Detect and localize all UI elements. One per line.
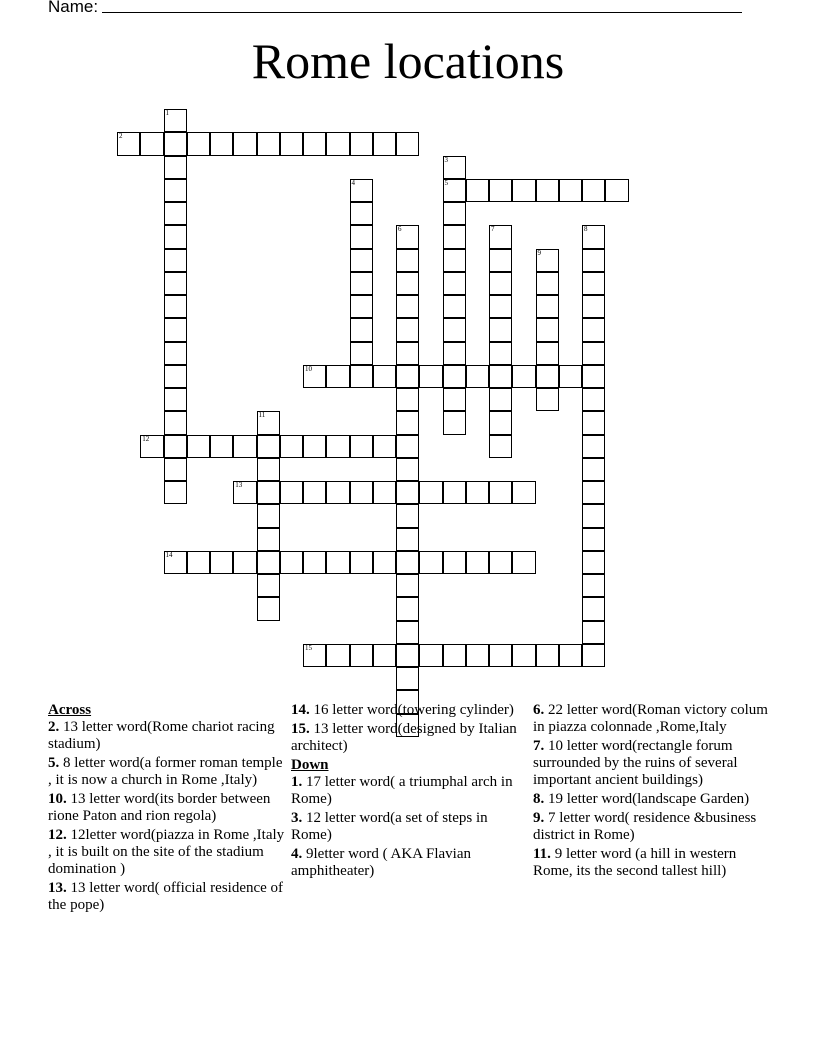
crossword-cell[interactable] (396, 435, 419, 458)
clue-number: 1. (291, 774, 303, 790)
crossword-cell[interactable] (582, 528, 605, 551)
crossword-cell[interactable] (373, 365, 396, 388)
crossword-cell[interactable] (582, 365, 605, 388)
crossword-cell[interactable] (303, 481, 326, 504)
crossword-cell[interactable] (303, 644, 326, 667)
crossword-cell[interactable] (164, 411, 187, 434)
crossword-cell[interactable] (326, 481, 349, 504)
clue-number: 13. (48, 880, 67, 896)
crossword-cell[interactable] (164, 272, 187, 295)
crossword-cell[interactable] (140, 435, 163, 458)
crossword-cell[interactable] (443, 388, 466, 411)
crossword-cell[interactable] (443, 342, 466, 365)
crossword-cell[interactable] (582, 411, 605, 434)
crossword-cell[interactable] (559, 644, 582, 667)
cell-number: 11 (258, 411, 266, 420)
crossword-cell[interactable] (536, 249, 559, 272)
crossword-cell[interactable] (373, 132, 396, 155)
clue-number: 15. (291, 721, 310, 737)
crossword-cell[interactable] (257, 481, 280, 504)
crossword-cell[interactable] (512, 481, 535, 504)
crossword-cell[interactable] (164, 458, 187, 481)
crossword-cell[interactable] (164, 481, 187, 504)
crossword-cell[interactable] (489, 295, 512, 318)
crossword-cell[interactable] (559, 365, 582, 388)
crossword-cell[interactable] (164, 318, 187, 341)
crossword-cell[interactable] (443, 365, 466, 388)
crossword-cell[interactable] (536, 295, 559, 318)
crossword-cell[interactable] (419, 365, 442, 388)
crossword-cell[interactable] (443, 156, 466, 179)
clue-across-2 (48, 719, 288, 753)
crossword-cell[interactable] (350, 179, 373, 202)
crossword-cell[interactable] (350, 249, 373, 272)
crossword-cell[interactable] (443, 202, 466, 225)
clue-down-4 (291, 846, 531, 880)
name-label: Name: (48, 0, 99, 16)
crossword-cell[interactable] (257, 132, 280, 155)
crossword-cell[interactable] (443, 179, 466, 202)
crossword-cell[interactable] (582, 179, 605, 202)
crossword-cell[interactable] (396, 504, 419, 527)
crossword-cell[interactable] (443, 249, 466, 272)
crossword-cell[interactable] (443, 225, 466, 248)
crossword-cell[interactable] (396, 551, 419, 574)
crossword-cell[interactable] (536, 318, 559, 341)
crossword-cell[interactable] (164, 156, 187, 179)
crossword-cell[interactable] (396, 597, 419, 620)
crossword-cell[interactable] (536, 388, 559, 411)
crossword-cell[interactable] (257, 551, 280, 574)
crossword-cell[interactable] (373, 644, 396, 667)
crossword-cell[interactable] (466, 481, 489, 504)
crossword-cell[interactable] (326, 365, 349, 388)
crossword-cell[interactable] (373, 481, 396, 504)
down-heading: Down (291, 757, 329, 773)
clue-text: 22 letter word(Roman victory colum in piazza colonnade ,Rome,Italy (533, 702, 768, 735)
crossword-cell[interactable] (280, 481, 303, 504)
crossword-cell[interactable] (443, 295, 466, 318)
crossword-cell[interactable] (396, 342, 419, 365)
crossword-cell[interactable] (396, 644, 419, 667)
crossword-cell[interactable] (257, 528, 280, 551)
clue-down-9 (533, 810, 773, 844)
crossword-cell[interactable] (582, 388, 605, 411)
clue-text: 13 letter word(its border between rione Paton and rion regola) (48, 791, 271, 824)
crossword-cell[interactable] (257, 411, 280, 434)
crossword-cell[interactable] (396, 272, 419, 295)
cell-number: 12 (142, 434, 150, 443)
crossword-cell[interactable] (350, 435, 373, 458)
clue-text: 7 letter word( residence &business district in Rome) (533, 810, 757, 843)
cell-number: 15 (305, 643, 312, 652)
crossword-cell[interactable] (187, 132, 210, 155)
clue-down-11 (533, 846, 773, 880)
clue-down-1 (291, 774, 531, 808)
clue-number: 12. (48, 827, 67, 843)
crossword-cell[interactable] (582, 551, 605, 574)
crossword-cell[interactable] (303, 435, 326, 458)
crossword-cell[interactable] (350, 644, 373, 667)
crossword-cell[interactable] (582, 574, 605, 597)
clue-text: 13 letter word( official residence of the pope) (48, 880, 284, 913)
crossword-cell[interactable] (350, 365, 373, 388)
cell-number: 7 (491, 225, 495, 234)
crossword-cell[interactable] (466, 179, 489, 202)
crossword-cell[interactable] (350, 342, 373, 365)
clue-across-13 (48, 880, 288, 914)
clue-down-6 (533, 702, 773, 736)
clue-across-5 (48, 755, 288, 789)
clue-number: 11. (533, 846, 551, 862)
crossword-cell[interactable] (326, 132, 349, 155)
crossword-cell[interactable] (373, 551, 396, 574)
crossword-cell[interactable] (489, 435, 512, 458)
crossword-cell[interactable] (536, 644, 559, 667)
crossword-cell[interactable] (396, 528, 419, 551)
clue-number: 10. (48, 791, 67, 807)
clue-text: 10 letter word(rectangle forum surrounded by the ruins of several important ancient buildings) (533, 738, 738, 788)
crossword-cell[interactable] (582, 295, 605, 318)
crossword-cell[interactable] (396, 411, 419, 434)
crossword-cell[interactable] (536, 179, 559, 202)
crossword-cell[interactable] (512, 179, 535, 202)
crossword-cell[interactable] (489, 225, 512, 248)
cell-number: 13 (235, 481, 243, 489)
crossword-cell[interactable] (280, 435, 303, 458)
crossword-cell[interactable] (164, 179, 187, 202)
crossword-cell[interactable] (582, 621, 605, 644)
crossword-cell[interactable] (164, 388, 187, 411)
clue-column-2 (291, 702, 531, 882)
clue-number: 14. (291, 702, 310, 718)
crossword-cell[interactable] (396, 249, 419, 272)
clue-number: 2. (48, 719, 60, 735)
crossword-cell[interactable] (187, 551, 210, 574)
clue-number: 4. (291, 846, 303, 862)
crossword-cell[interactable] (350, 481, 373, 504)
across-heading: Across (48, 702, 92, 718)
crossword-cell[interactable] (164, 551, 187, 574)
crossword-cell[interactable] (164, 249, 187, 272)
crossword-cell[interactable] (396, 225, 419, 248)
crossword-cell[interactable] (419, 644, 442, 667)
crossword-cell[interactable] (466, 551, 489, 574)
crossword-cell[interactable] (350, 318, 373, 341)
crossword-cell[interactable] (326, 644, 349, 667)
clue-number: 7. (533, 738, 545, 754)
crossword-cell[interactable] (140, 132, 163, 155)
clue-number: 6. (533, 702, 545, 718)
clue-number: 3. (291, 810, 303, 826)
crossword-cell[interactable] (303, 365, 326, 388)
clue-across-10 (48, 791, 288, 825)
clue-down-8 (533, 791, 773, 808)
crossword-cell[interactable] (489, 481, 512, 504)
crossword-cell[interactable] (489, 365, 512, 388)
crossword-cell[interactable] (210, 551, 233, 574)
crossword-cell[interactable] (350, 202, 373, 225)
cell-number: 3 (444, 155, 448, 164)
crossword-cell[interactable] (164, 295, 187, 318)
crossword-cell[interactable] (396, 458, 419, 481)
clue-column-1 (48, 702, 288, 916)
crossword-cell[interactable] (443, 644, 466, 667)
crossword-cell[interactable] (233, 481, 256, 504)
clue-text: 12 letter word(a set of steps in Rome) (291, 810, 488, 843)
crossword-cell[interactable] (396, 318, 419, 341)
crossword-cell[interactable] (512, 551, 535, 574)
crossword-cell[interactable] (233, 435, 256, 458)
cell-number: 9 (537, 248, 541, 257)
crossword-cell[interactable] (280, 132, 303, 155)
crossword-cell[interactable] (350, 272, 373, 295)
crossword-cell[interactable] (326, 435, 349, 458)
crossword-cell[interactable] (257, 597, 280, 620)
crossword-cell[interactable] (164, 132, 187, 155)
crossword-cell[interactable] (187, 435, 210, 458)
crossword-cell[interactable] (489, 272, 512, 295)
crossword-cell[interactable] (443, 481, 466, 504)
cell-number: 2 (119, 132, 123, 141)
crossword-cell[interactable] (605, 179, 628, 202)
clue-text: 19 letter word(landscape Garden) (548, 791, 750, 807)
crossword-cell[interactable] (350, 551, 373, 574)
crossword-cell[interactable] (489, 342, 512, 365)
crossword-cell[interactable] (582, 225, 605, 248)
crossword-cell[interactable] (396, 621, 419, 644)
crossword-cell[interactable] (512, 365, 535, 388)
crossword-cell[interactable] (396, 132, 419, 155)
crossword-cell[interactable] (582, 644, 605, 667)
clue-text: 9 letter word (a hill in western Rome, its the second tallest hill) (533, 846, 737, 879)
crossword-cell[interactable] (210, 132, 233, 155)
clue-across-14 (291, 702, 531, 719)
clue-number: 8. (533, 791, 545, 807)
crossword-cell[interactable] (396, 574, 419, 597)
crossword-cell[interactable] (536, 342, 559, 365)
clue-text: 13 letter word(designed by Italian architect) (291, 721, 517, 754)
crossword-cell[interactable] (396, 295, 419, 318)
crossword-cell[interactable] (443, 411, 466, 434)
crossword-cell[interactable] (443, 272, 466, 295)
crossword-cell[interactable] (582, 458, 605, 481)
clue-across-12 (48, 827, 288, 878)
crossword-cell[interactable] (164, 365, 187, 388)
crossword-cell[interactable] (582, 435, 605, 458)
crossword-cell[interactable] (466, 365, 489, 388)
crossword-cell[interactable] (582, 597, 605, 620)
crossword-cell[interactable] (164, 435, 187, 458)
crossword-cell[interactable] (536, 272, 559, 295)
crossword-cell[interactable] (257, 458, 280, 481)
cell-number: 14 (165, 550, 173, 559)
crossword-cell[interactable] (396, 365, 419, 388)
crossword-cell[interactable] (257, 574, 280, 597)
puzzle-title: Rome locations (251, 33, 565, 89)
clue-number: 5. (48, 755, 60, 771)
crossword-cell[interactable] (280, 551, 303, 574)
crossword-cell[interactable] (582, 342, 605, 365)
crossword-cell[interactable] (489, 249, 512, 272)
crossword-cell[interactable] (396, 667, 419, 690)
cell-number: 5 (444, 178, 448, 187)
crossword-cell[interactable] (582, 272, 605, 295)
crossword-cell[interactable] (466, 644, 489, 667)
clue-down-7 (533, 738, 773, 789)
crossword-cell[interactable] (350, 295, 373, 318)
crossword-cell[interactable] (443, 551, 466, 574)
crossword-cell[interactable] (233, 551, 256, 574)
crossword-cell[interactable] (443, 318, 466, 341)
clue-text: 8 letter word(a former roman temple , it is now a church in Rome ,Italy) (48, 755, 283, 788)
cell-number: 1 (165, 109, 169, 117)
clue-text: 17 letter word( a triumphal arch in Rome) (291, 774, 513, 807)
crossword-cell[interactable] (164, 109, 187, 132)
crossword-cell[interactable] (164, 225, 187, 248)
clue-column-3 (533, 702, 773, 882)
crossword-cell[interactable] (326, 551, 349, 574)
crossword-cell[interactable] (489, 179, 512, 202)
crossword-cell[interactable] (419, 551, 442, 574)
crossword-cell[interactable] (489, 644, 512, 667)
clue-down-3 (291, 810, 531, 844)
crossword-cell[interactable] (582, 504, 605, 527)
clue-text: 16 letter word(towering cylinder) (313, 702, 514, 718)
crossword-cell[interactable] (536, 365, 559, 388)
crossword-cell[interactable] (489, 388, 512, 411)
crossword-cell[interactable] (303, 551, 326, 574)
crossword-cell[interactable] (210, 435, 233, 458)
crossword-cell[interactable] (350, 225, 373, 248)
crossword-cell[interactable] (164, 202, 187, 225)
crossword-cell[interactable] (350, 132, 373, 155)
crossword-cell[interactable] (257, 435, 280, 458)
crossword-cell[interactable] (396, 388, 419, 411)
clue-number: 9. (533, 810, 545, 826)
crossword-cell[interactable] (233, 132, 256, 155)
crossword-cell[interactable] (559, 179, 582, 202)
crossword-cell[interactable] (489, 318, 512, 341)
crossword-cell[interactable] (582, 318, 605, 341)
crossword-cell[interactable] (257, 504, 280, 527)
clue-across-15 (291, 721, 531, 755)
clue-text: 9letter word ( AKA Flavian amphitheater) (291, 846, 471, 879)
clue-text: 13 letter word(Rome chariot racing stadium) (48, 719, 275, 752)
clue-text: 12letter word(piazza in Rome ,Italy , it is built on the site of the stadium domination ) (48, 827, 285, 877)
crossword-cell[interactable] (396, 481, 419, 504)
crossword-cell[interactable] (373, 435, 396, 458)
cell-number: 6 (398, 225, 402, 234)
crossword-cell[interactable] (582, 249, 605, 272)
crossword-cell[interactable] (489, 411, 512, 434)
crossword-cell[interactable] (303, 132, 326, 155)
crossword-cell[interactable] (419, 481, 442, 504)
crossword-cell[interactable] (117, 132, 140, 155)
cell-number: 4 (351, 178, 355, 187)
crossword-cell[interactable] (582, 481, 605, 504)
crossword-cell[interactable] (512, 644, 535, 667)
crossword-cell[interactable] (164, 342, 187, 365)
cell-number: 8 (584, 225, 588, 234)
cell-number: 10 (305, 364, 312, 373)
crossword-cell[interactable] (489, 551, 512, 574)
